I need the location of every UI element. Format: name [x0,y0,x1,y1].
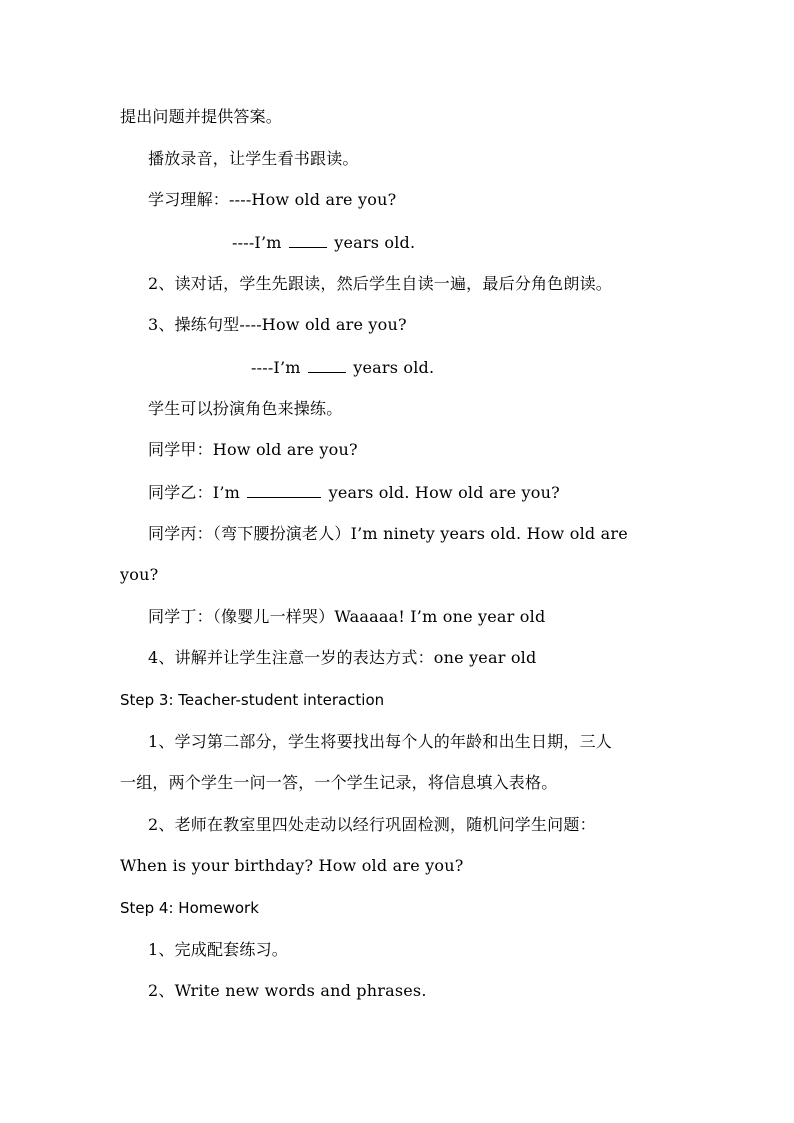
text-line-14: 4、讲解并让学生注意一岁的表达方式：one year old [148,648,537,667]
text-line-10-end: years old. How old are you? [328,483,560,502]
text-line-1: 提出问题并提供答案。 [120,107,283,126]
text-line-7-end: years old. [353,358,435,377]
text-line-4-end: years old. [334,233,416,252]
answer-blank [247,481,321,498]
answer-blank [308,356,346,373]
text-line-13: 同学丁：（像婴儿一样哭）Waaaaa! I’m one year old [148,607,546,626]
text-line-10-start: 同学乙：I’m [148,483,240,502]
text-line-4-start: ----I’m [232,233,282,252]
text-line-15: 1、学习第二部分，学生将要找出每个人的年龄和出生日期，三人 [148,732,612,751]
text-line-7-start: ----I’m [251,358,301,377]
text-line-3: 学习理解：----How old are you? [148,190,397,209]
text-line-6: 3、操练句型----How old are you? [148,315,407,334]
answer-blank [289,231,327,248]
text-line-4 [232,231,415,254]
text-line-20: 2、Write new words and phrases. [148,981,427,1000]
text-line-11: 同学丙：（弯下腰扮演老人）I’m ninety years old. How old are [148,524,628,543]
text-line-10 [148,481,560,504]
text-line-8: 学生可以扮演角色来操练。 [148,399,343,418]
text-line-12: you? [120,565,159,584]
text-line-2: 播放录音，让学生看书跟读。 [148,149,359,168]
section-heading-step-3: Step 3: Teacher-student interaction [120,691,385,709]
text-line-19: 1、完成配套练习。 [148,940,288,959]
text-line-18: When is your birthday? How old are you? [120,856,464,875]
text-line-17: 2、老师在教室里四处走动以经行巩固检测，随机问学生问题： [148,815,596,834]
text-line-7 [251,356,434,379]
text-line-16: 一组，两个学生一问一答，一个学生记录，将信息填入表格。 [120,773,558,792]
text-line-5: 2、读对话，学生先跟读，然后学生自读一遍，最后分角色朗读。 [148,274,612,293]
section-heading-step-4: Step 4: Homework [120,899,259,917]
text-line-9: 同学甲：How old are you? [148,440,358,459]
